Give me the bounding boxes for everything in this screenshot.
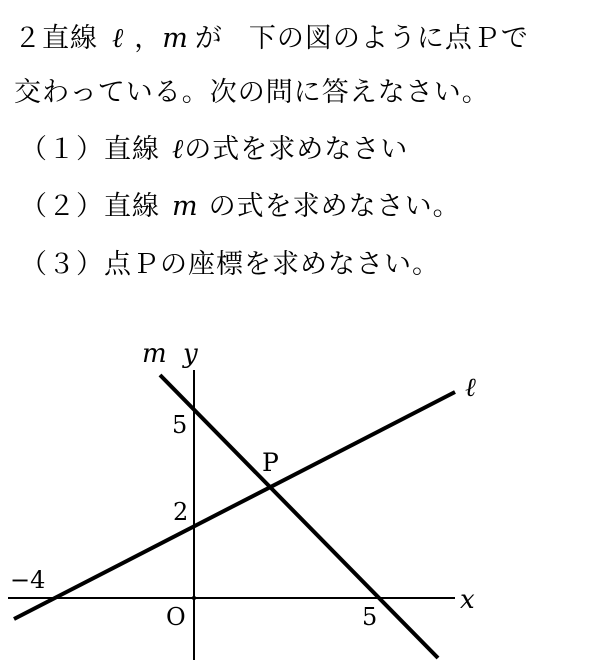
line-l bbox=[14, 392, 455, 619]
coordinate-figure bbox=[0, 330, 605, 671]
question-2-var: m bbox=[172, 191, 199, 222]
tick-x-neg4: −4 bbox=[10, 566, 46, 594]
problem-line-1 bbox=[14, 16, 529, 55]
comma: ， bbox=[134, 23, 163, 54]
question-1-number: （１） bbox=[20, 134, 104, 165]
question-1-post: の式を求めなさい bbox=[184, 134, 409, 165]
question-2-number: （２） bbox=[20, 191, 104, 222]
question-3-number: （３） bbox=[20, 249, 104, 280]
line-l-symbol: ℓ bbox=[112, 23, 125, 54]
label-P: P bbox=[262, 448, 279, 477]
origin-dot bbox=[192, 596, 196, 600]
label-m: m bbox=[142, 339, 167, 369]
problem-prefix: ２直線 bbox=[14, 23, 98, 54]
question-1 bbox=[20, 127, 408, 166]
label-l: ℓ bbox=[465, 373, 476, 403]
problem-line-2: 交わっている。次の問に答えなさい。 bbox=[14, 77, 490, 108]
question-2 bbox=[20, 184, 461, 223]
line-m bbox=[160, 375, 438, 658]
tick-y-2: 2 bbox=[173, 498, 189, 526]
label-y: y bbox=[183, 339, 198, 369]
question-1-pre: 直線 bbox=[104, 134, 160, 165]
question-1-var: ℓ bbox=[172, 134, 185, 165]
label-O: O bbox=[166, 603, 186, 631]
question-3-text: 点Ｐの座標を求めなさい。 bbox=[104, 249, 440, 280]
tick-x-5: 5 bbox=[362, 603, 378, 631]
question-2-pre: 直線 bbox=[104, 191, 160, 222]
label-x: x bbox=[460, 585, 475, 615]
problem-rest: 下の図のように点Ｐで bbox=[248, 23, 529, 54]
tick-y-5: 5 bbox=[172, 411, 188, 439]
question-3 bbox=[20, 242, 440, 281]
particle-ga: が bbox=[194, 23, 223, 54]
question-2-post: の式を求めなさい。 bbox=[208, 191, 461, 222]
line-m-symbol: m bbox=[162, 23, 189, 54]
